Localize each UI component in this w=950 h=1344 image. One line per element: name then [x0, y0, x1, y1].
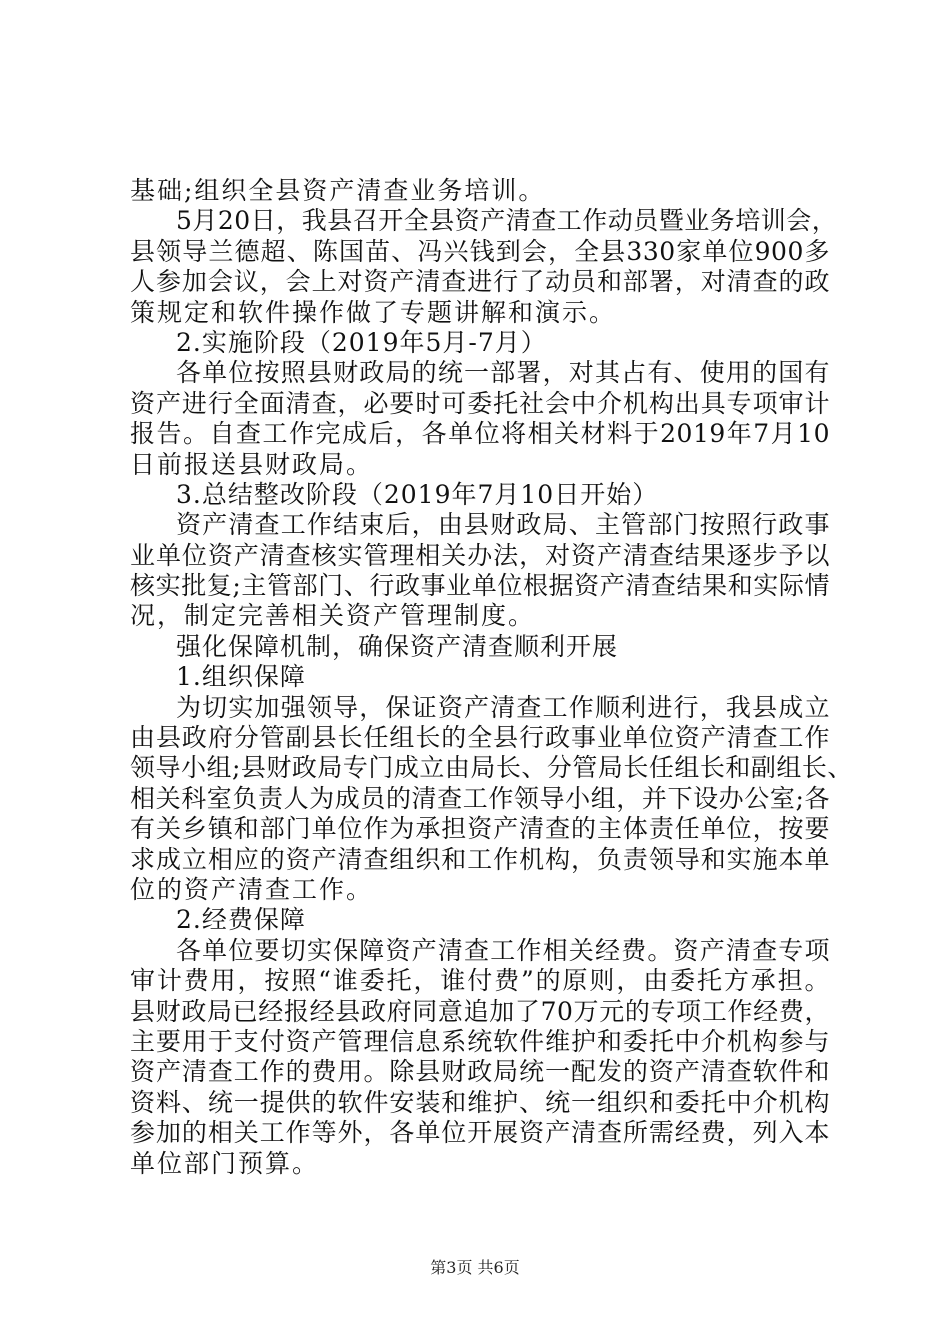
text-line: 单位部门预算。: [130, 1148, 320, 1178]
text-line: 位的资产清查工作。: [130, 874, 374, 904]
text-line: 相关科室负责人为成员的清查工作领导小组，并下设办公室;各: [130, 783, 830, 813]
text-line: 县领导兰德超、陈国苗、冯兴钱到会，全县330家单位900多: [130, 236, 830, 266]
text-line: 5月20日，我县召开全县资产清查工作动员暨业务培训会，: [176, 206, 838, 236]
text-line: 况，制定完善相关资产管理制度。: [130, 601, 536, 631]
text-line: 有关乡镇和部门单位作为承担资产清查的主体责任单位，按要: [130, 814, 830, 844]
text-line: 由县政府分管副县长任组长的全县行政事业单位资产清查工作: [130, 723, 830, 753]
text-line: 领导小组;县财政局专门成立由局长、分管局长任组长和副组长、: [130, 753, 853, 783]
section-heading: 3.总结整改阶段（2019年7月10日开始）: [176, 479, 659, 509]
text-line: 资产清查工作的费用。除县财政局统一配发的资产清查软件和: [130, 1057, 830, 1087]
text-line: 各单位按照县财政局的统一部署，对其占有、使用的国有: [176, 358, 830, 388]
text-line: 核实批复;主管部门、行政事业单位根据资产清查结果和实际情: [130, 571, 830, 601]
text-line: 策规定和软件操作做了专题讲解和演示。: [130, 297, 617, 327]
text-line: 人参加会议，会上对资产清查进行了动员和部署，对清查的政: [130, 267, 830, 297]
text-line: 日前报送县财政局。: [130, 449, 374, 479]
text-line: 参加的相关工作等外，各单位开展资产清查所需经费，列入本: [130, 1118, 830, 1148]
text-line: 县财政局已经报经县政府同意追加了70万元的专项工作经费，: [130, 996, 830, 1026]
page-number: 第3页 共6页: [430, 1258, 520, 1277]
text-line: 业单位资产清查核实管理相关办法，对资产清查结果逐步予以: [130, 540, 830, 570]
text-line: 资产进行全面清查，必要时可委托社会中介机构出具专项审计: [130, 388, 830, 418]
section-heading: 2.经费保障: [176, 905, 306, 935]
text-line: 求成立相应的资产清查组织和工作机构，负责领导和实施本单: [130, 844, 830, 874]
text-line: 为切实加强领导，保证资产清查工作顺利进行，我县成立: [176, 692, 830, 722]
text-line: 审计费用，按照“谁委托，谁付费”的原则，由委托方承担。: [130, 966, 830, 996]
section-heading: 2.实施阶段（2019年5月-7月）: [176, 327, 547, 357]
text-line: 资产清查工作结束后，由县财政局、主管部门按照行政事: [176, 510, 830, 540]
section-heading: 强化保障机制，确保资产清查顺利开展: [176, 631, 619, 661]
page-footer: [0, 1258, 950, 1278]
text-line: 报告。自查工作完成后，各单位将相关材料于2019年7月10: [130, 419, 830, 449]
text-line: 资料、统一提供的软件安装和维护、统一组织和委托中介机构: [130, 1087, 830, 1117]
text-line: 各单位要切实保障资产清查工作相关经费。资产清查专项: [176, 935, 830, 965]
text-line: 主要用于支付资产管理信息系统软件维护和委托中介机构参与: [130, 1026, 830, 1056]
section-heading: 1.组织保障: [176, 662, 306, 692]
document-body: [130, 176, 853, 1179]
text-line: 基础;组织全县资产清查业务培训。: [130, 176, 546, 205]
